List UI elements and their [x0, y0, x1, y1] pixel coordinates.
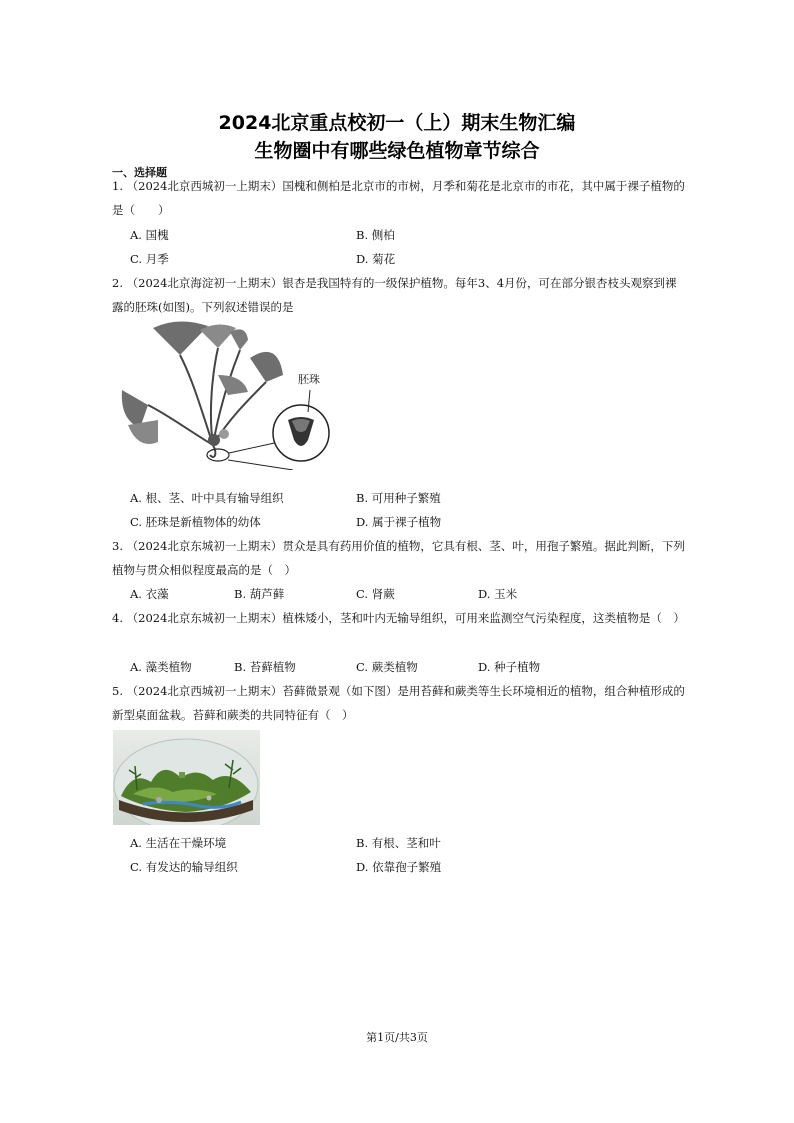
- q2-option-d[interactable]: D. 属于裸子植物: [356, 515, 442, 529]
- question-4: 4. （2024北京东城初一上期末）植株矮小，茎和叶内无输导组织，可用来监测空气污染程度，这类植物是（ ）: [112, 611, 685, 625]
- q3-option-d[interactable]: D. 玉米: [478, 587, 518, 601]
- q5-option-c[interactable]: C. 有发达的输导组织: [130, 860, 238, 874]
- doc-title-line1: 2024北京重点校初一（上）期末生物汇编: [218, 112, 576, 134]
- q2-option-c[interactable]: C. 胚珠是新植物体的幼体: [130, 515, 261, 529]
- q4-option-d[interactable]: D. 种子植物: [478, 660, 541, 674]
- doc-title-line2: 生物圈中有哪些绿色植物章节综合: [254, 140, 540, 162]
- figure-label-ovule: 胚珠: [298, 373, 320, 386]
- ginkgo-figure: [118, 320, 343, 470]
- q1-option-a[interactable]: A. 国槐: [130, 228, 169, 242]
- section-heading: 一、选择题: [112, 166, 167, 179]
- question-2: 2. （2024北京海淀初一上期末）银杏是我国特有的一级保护植物。每年3、4月份，可在部分银杏枝头观察到裸露的胚珠(如图)。下列叙述错误的是: [112, 276, 677, 314]
- q5-option-d[interactable]: D. 依靠孢子繁殖: [356, 860, 442, 874]
- q3-option-a[interactable]: A. 衣藻: [130, 587, 169, 601]
- moss-terrarium-photo: [113, 730, 260, 825]
- q4-option-b[interactable]: B. 苔藓植物: [234, 660, 296, 674]
- q2-option-b[interactable]: B. 可用种子繁殖: [356, 491, 441, 505]
- q2-option-a[interactable]: A. 根、茎、叶中具有输导组织: [130, 491, 284, 505]
- q1-option-c[interactable]: C. 月季: [130, 252, 169, 266]
- q5-option-b[interactable]: B. 有根、茎和叶: [356, 836, 441, 850]
- q3-option-c[interactable]: C. 肾蕨: [356, 587, 395, 601]
- question-3: 3. （2024北京东城初一上期末）贯众是具有药用价值的植物，它具有根、茎、叶，用孢子繁殖。据此判断，下列植物与贯众相似程度最高的是（ ）: [112, 539, 685, 577]
- q4-option-a[interactable]: A. 藻类植物: [130, 660, 192, 674]
- q4-option-c[interactable]: C. 蕨类植物: [356, 660, 418, 674]
- q5-option-a[interactable]: A. 生活在干燥环境: [130, 836, 227, 850]
- q3-option-b[interactable]: B. 葫芦藓: [234, 587, 285, 601]
- q1-option-d[interactable]: D. 菊花: [356, 252, 396, 266]
- question-5: 5. （2024北京西城初一上期末）苔藓微景观（如下图）是用苔藓和蕨类等生长环境相近的植物，组合种植形成的新型桌面盆栽。苔藓和蕨类的共同特征有（ ）: [112, 684, 685, 722]
- question-1: 1. （2024北京西城初一上期末）国槐和侧柏是北京市的市树，月季和菊花是北京市的市花，其中属于裸子植物的是（ ）: [112, 179, 685, 217]
- page-footer: 第1页/共3页: [366, 1031, 428, 1044]
- q1-option-b[interactable]: B. 侧柏: [356, 228, 395, 242]
